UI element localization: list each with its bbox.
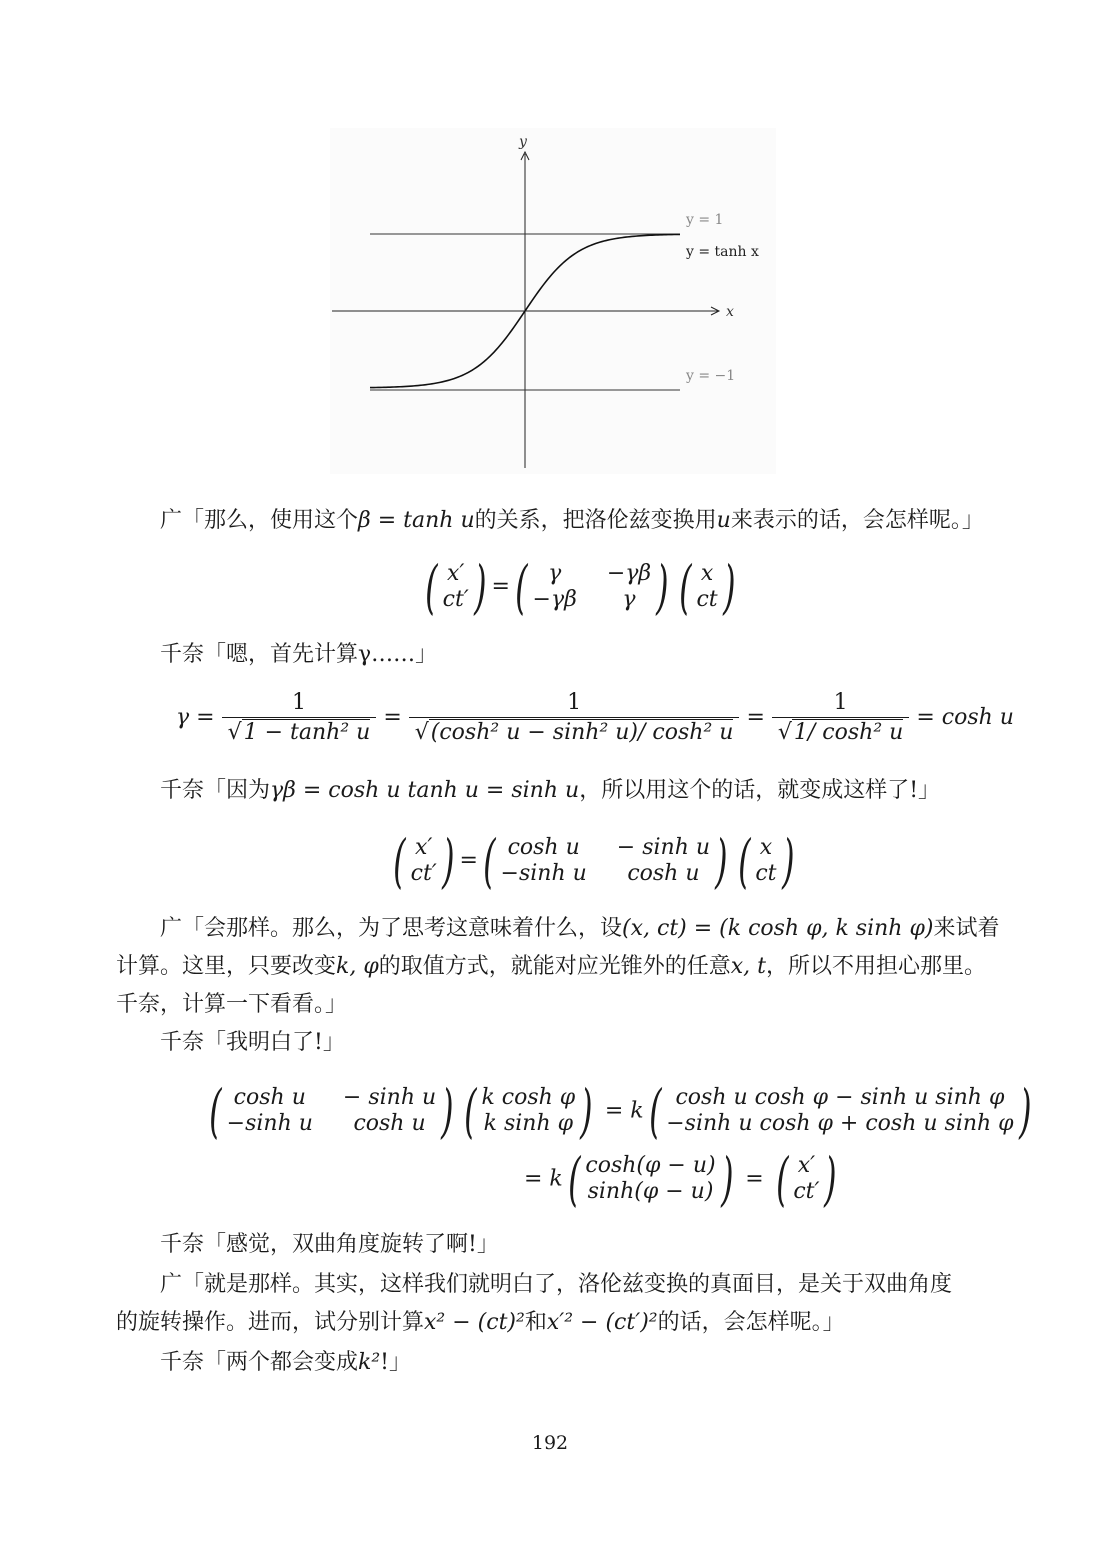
page-number: 192 [531, 1432, 569, 1454]
paragraph-5: 千奈「我明白了!」 [160, 1030, 345, 1055]
text: 千奈「因为 [160, 778, 271, 803]
text: 的关系，把洛伦兹变换用 [474, 508, 717, 533]
text: 广「那么，使用这个 [160, 508, 359, 533]
y-axis-label: y [519, 134, 527, 150]
x-axis-label: x [726, 304, 734, 320]
equation-rotation-line-1: ( cosh u − sinh u −sinh u cosh u ) ( k cosh φ k sinh φ ) = k ( cosh u cosh φ − sinh u sinh φ −sinh u cosh φ + cosh u sinh φ ) [209, 1077, 1032, 1145]
equation-rotation-line-2: = k ( cosh(φ − u) sinh(φ − u) ) = ( x′ ct′ ) [524, 1145, 838, 1213]
equation-lorentz-matrix: ( x′ ct′ ) = ( γ −γβ −γβ γ ) ( x ct ) [425, 553, 736, 621]
math-inline: u [716, 508, 731, 533]
label-y-equals-neg1: y = −1 [686, 368, 736, 384]
math-inline: β = tanh u [358, 508, 475, 533]
equation-hyperbolic-matrix: ( x′ ct′ ) = ( cosh u − sinh u −sinh u cosh u ) ( x ct ) [393, 827, 795, 895]
text: ，所以用这个的话，就变成这样了!」 [579, 778, 941, 803]
label-tanh: y = tanh x [686, 244, 759, 260]
equation-gamma: γ = $\frac{1}{\text{√1 − tanh² u}}$ = $\frac{1}{\text{√(cosh² u − sinh² u)/ cosh² u}}$ = $\frac{1}{\text{√1/ cosh² u}}$ = cosh u [176, 690, 1014, 745]
paragraph-4-line-2: 计算。这里，只要改变k, φ的取值方式，就能对应光锥外的任意x, t，所以不用担心那里。 [116, 954, 987, 979]
tanh-graph [330, 128, 776, 474]
label-y-equals-1: y = 1 [686, 212, 724, 228]
paragraph-7-line-2: 的旋转操作。进而，试分别计算x² − (ct)²和x′² − (ct′)²的话，会怎样呢。」 [116, 1310, 845, 1335]
paragraph-1 [160, 502, 984, 539]
text: 来表示的话，会怎样呢。」 [730, 508, 984, 533]
paragraph-2 [160, 636, 437, 673]
text: 千奈「嗯，首先计算γ……」 [160, 642, 438, 667]
paragraph-8: 千奈「两个都会变成k²!」 [160, 1350, 412, 1375]
tanh-figure [330, 128, 776, 474]
paragraph-3 [160, 772, 940, 809]
paragraph-7-line-1: 广「就是那样。其实，这样我们就明白了，洛伦兹变换的真面目，是关于双曲角度 [160, 1272, 953, 1297]
paragraph-4-line-3: 千奈，计算一下看看。」 [116, 992, 348, 1017]
paragraph-4-line-1: 广「会那样。那么，为了思考这意味着什么，设(x, ct) = (k cosh φ, k sinh φ)来试着 [160, 916, 1000, 941]
paragraph-6: 千奈「感觉，双曲角度旋转了啊!」 [160, 1232, 499, 1257]
math-inline: γβ = cosh u tanh u = sinh u [270, 778, 580, 803]
